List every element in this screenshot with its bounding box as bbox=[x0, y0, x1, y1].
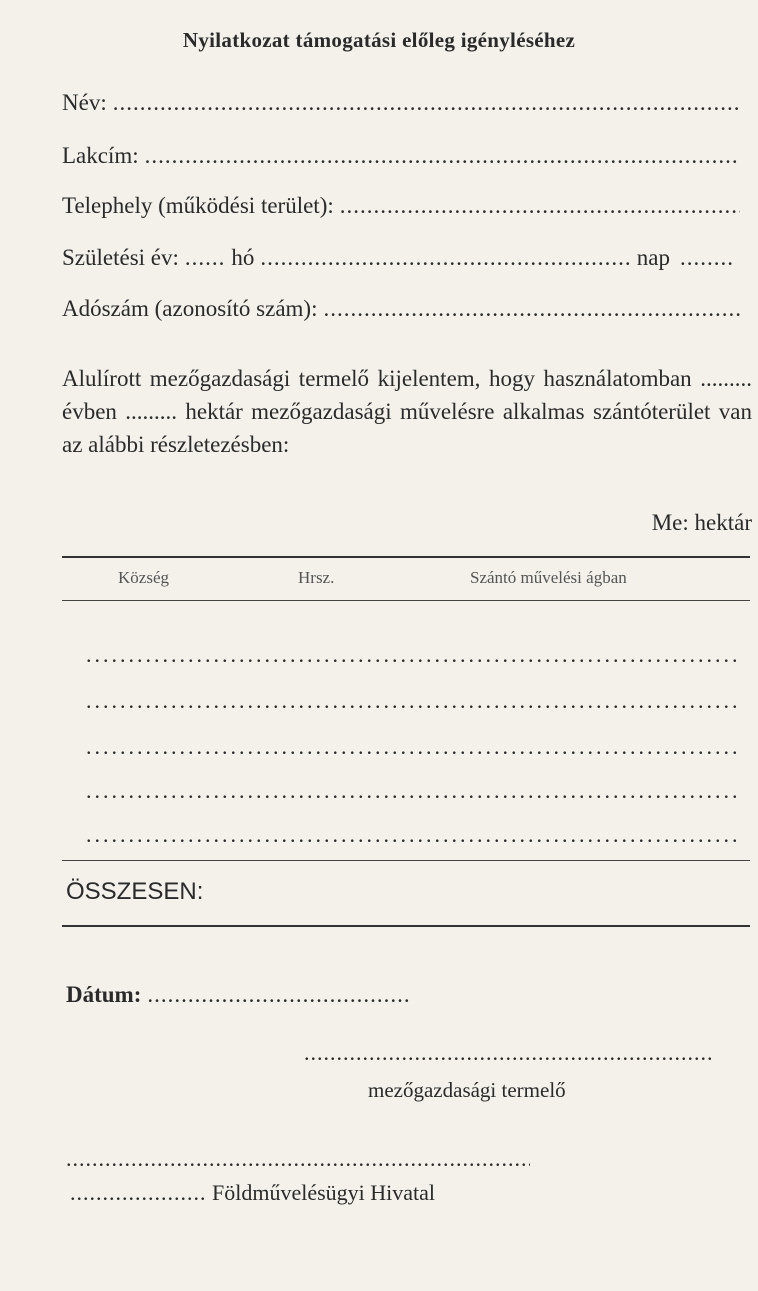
site-label: Telephely (működési terület): bbox=[62, 193, 334, 218]
tax-number-field[interactable] bbox=[62, 296, 740, 322]
date-field[interactable] bbox=[66, 982, 409, 1008]
table-row[interactable] bbox=[86, 778, 740, 804]
date-label: Dátum: bbox=[66, 982, 142, 1007]
table-row[interactable] bbox=[86, 822, 740, 848]
birth-month-label: hó bbox=[231, 245, 255, 270]
form-title: Nyilatkozat támogatási előleg igényléséhez bbox=[182, 28, 576, 52]
office-signature-dots[interactable] bbox=[66, 1146, 530, 1172]
office-name-dots[interactable] bbox=[70, 1180, 204, 1206]
table-header-village: Község bbox=[118, 568, 169, 587]
table-header-rule bbox=[62, 600, 750, 601]
name-label: Név: bbox=[62, 90, 107, 115]
birth-year-dots[interactable] bbox=[185, 245, 226, 271]
birth-day-label: nap bbox=[636, 245, 670, 270]
birth-date-field[interactable] bbox=[62, 245, 740, 271]
table-header-arable: Szántó művelési ágban bbox=[470, 568, 627, 587]
site-input-dots[interactable] bbox=[340, 193, 740, 219]
signature-dots[interactable] bbox=[304, 1040, 714, 1066]
table-bottom-rule bbox=[62, 860, 750, 861]
table-row[interactable] bbox=[86, 642, 740, 668]
birth-year-label: Születési év: bbox=[62, 245, 179, 270]
total-label: ÖSSZESEN: bbox=[66, 878, 204, 905]
table-row[interactable] bbox=[86, 688, 740, 714]
birth-month-dots[interactable] bbox=[260, 245, 632, 271]
table-top-rule bbox=[62, 556, 750, 558]
table-row[interactable] bbox=[86, 734, 740, 760]
unit-label: Me: hektár bbox=[651, 510, 752, 535]
office-field[interactable] bbox=[70, 1180, 435, 1206]
office-label: Földművelésügyi Hivatal bbox=[212, 1180, 436, 1205]
name-field[interactable] bbox=[62, 90, 740, 116]
signature-label: mezőgazdasági termelő bbox=[368, 1078, 566, 1102]
table-header-parcel: Hrsz. bbox=[298, 568, 335, 587]
tax-number-label: Adószám (azonosító szám): bbox=[62, 296, 318, 321]
total-rule bbox=[62, 925, 750, 927]
site-field[interactable] bbox=[62, 193, 740, 219]
address-input-dots[interactable] bbox=[145, 143, 740, 169]
tax-number-dots[interactable] bbox=[323, 296, 740, 322]
name-input-dots[interactable] bbox=[113, 90, 740, 116]
birth-day-dots[interactable] bbox=[680, 245, 734, 271]
date-dots[interactable] bbox=[147, 982, 409, 1008]
address-label: Lakcím: bbox=[62, 143, 139, 168]
statement-text: Alulírott mezőgazdasági termelő kijelentem, hogy használatomban ......... évben ......... hektár mezőgazdasági művelésre alkalmas szántóterület van az alábbi részletezésben: bbox=[62, 366, 752, 457]
address-field[interactable] bbox=[62, 143, 740, 169]
